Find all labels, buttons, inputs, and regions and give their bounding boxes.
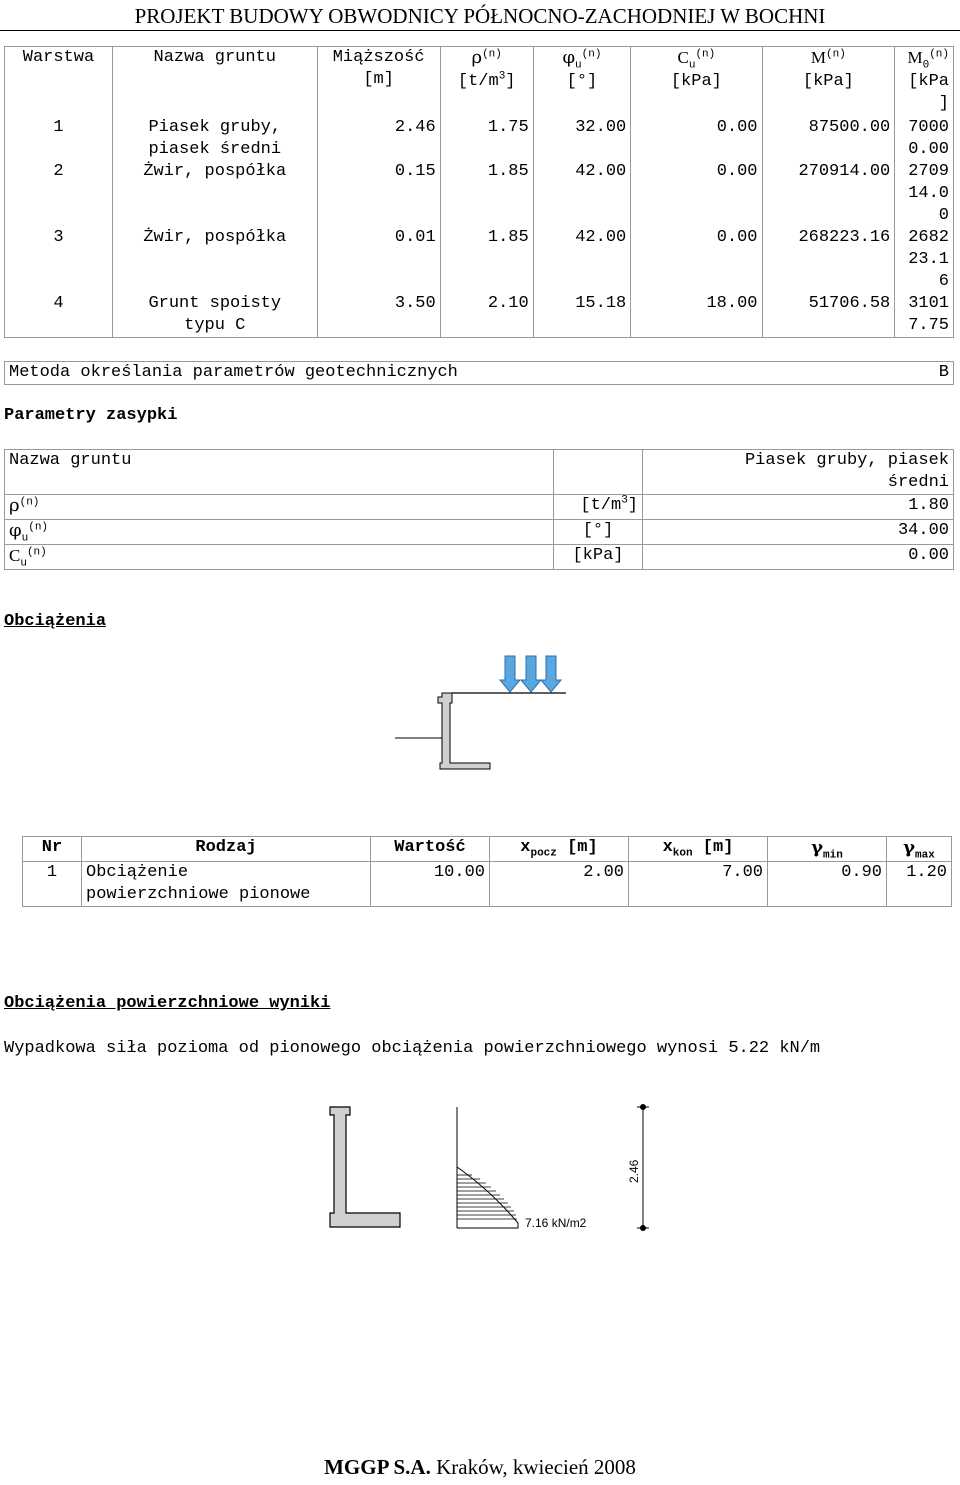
retaining-wall-shape bbox=[330, 1107, 400, 1227]
table-row: 2 Żwir, pospółka 0.15 1.85 42.00 0.00 270914.00 2709 14.0 0 bbox=[5, 161, 954, 227]
load-arrow-icon bbox=[541, 656, 561, 692]
retaining-wall-shape bbox=[438, 693, 490, 769]
diagram-pressure-label: 7.16 kN/m2 bbox=[525, 1216, 587, 1230]
load-arrow-icon bbox=[500, 656, 520, 692]
layers-table bbox=[4, 46, 954, 338]
footer-place-date: Kraków, kwiecień 2008 bbox=[430, 1455, 636, 1479]
loads-heading: Obciążenia bbox=[4, 612, 107, 631]
table-row: $\varphi_u^{(n)}$ [°] 34.00 bbox=[5, 520, 954, 545]
page-header bbox=[0, 4, 960, 31]
header-rho: $\rho^{(n)}$ $[t/m^3]$ bbox=[440, 47, 533, 117]
table-row: $C_u^{(n)}$ [kPa] 0.00 bbox=[5, 545, 954, 570]
backfill-name-label: Nazwa gruntu bbox=[9, 451, 132, 470]
header-m: $M^{(n)}$ [kPa] bbox=[762, 47, 895, 117]
backfill-table bbox=[4, 449, 954, 570]
table-row: 4 Grunt spoisty typu C 3.50 2.10 15.18 18.00 51706.58 3101 7.75 bbox=[5, 293, 954, 338]
backfill-name-row: Nazwa gruntu Piasek gruby, piasek średni bbox=[5, 450, 954, 495]
load-arrows bbox=[500, 656, 561, 692]
table-row: $\rho^{(n)}$ $[t/m^3]$ 1.80 bbox=[5, 495, 954, 520]
load-arrow-icon bbox=[521, 656, 541, 692]
table-row: 1 Piasek gruby, piasek średni 2.46 1.75 32.00 0.00 87500.00 7000 0.00 bbox=[5, 117, 954, 161]
method-value: B bbox=[938, 363, 949, 382]
results-text: Wypadkowa siła pozioma od pionowego obciążenia powierzchniowego wynosi 5.22 kN/m bbox=[4, 1039, 821, 1058]
page-footer bbox=[0, 1455, 960, 1480]
header-miazszosc: Miąższość [m] bbox=[317, 47, 440, 117]
header-warstwa: Warstwa bbox=[5, 47, 113, 117]
header-m0: $M_0^{(n)}$ [kPa ] bbox=[895, 47, 954, 117]
layers-header-row bbox=[5, 47, 954, 117]
method-row bbox=[4, 361, 954, 385]
method-label: Metoda określania parametrów geotechnicznych bbox=[9, 363, 458, 382]
backfill-heading: Parametry zasypki bbox=[4, 406, 178, 425]
loads-header-row: Nr Rodzaj Wartość $x_{pocz}$ [m] $x_{kon}$ [m] $\gamma_{min}$ $\gamma_{max}$ bbox=[23, 837, 952, 862]
header-nazwa: Nazwa gruntu bbox=[112, 47, 317, 117]
wall-load-diagram bbox=[390, 650, 580, 775]
header-title: PROJEKT BUDOWY OBWODNICY PÓŁNOCNO-ZACHODNIEJ W BOCHNI bbox=[134, 4, 826, 28]
loads-table bbox=[22, 836, 952, 907]
dimension-label: 2.46 bbox=[627, 1159, 641, 1183]
table-row: 1 Obciążenie powierzchniowe pionowe 10.00 2.00 7.00 0.90 1.20 bbox=[23, 862, 952, 907]
footer-company: MGGP S.A. bbox=[324, 1455, 431, 1479]
table-row: 3 Żwir, pospółka 0.01 1.85 42.00 0.00 268223.16 2682 23.1 6 bbox=[5, 227, 954, 293]
pressure-diagram bbox=[320, 1095, 660, 1240]
header-phi: $\varphi_u^{(n)}$ [°] bbox=[533, 47, 631, 117]
results-heading: Obciążenia powierzchniowe wyniki bbox=[4, 994, 331, 1013]
backfill-name-value: Piasek gruby, piasek bbox=[744, 451, 949, 470]
header-cu: $C_u^{(n)}$ [kPa] bbox=[631, 47, 762, 117]
